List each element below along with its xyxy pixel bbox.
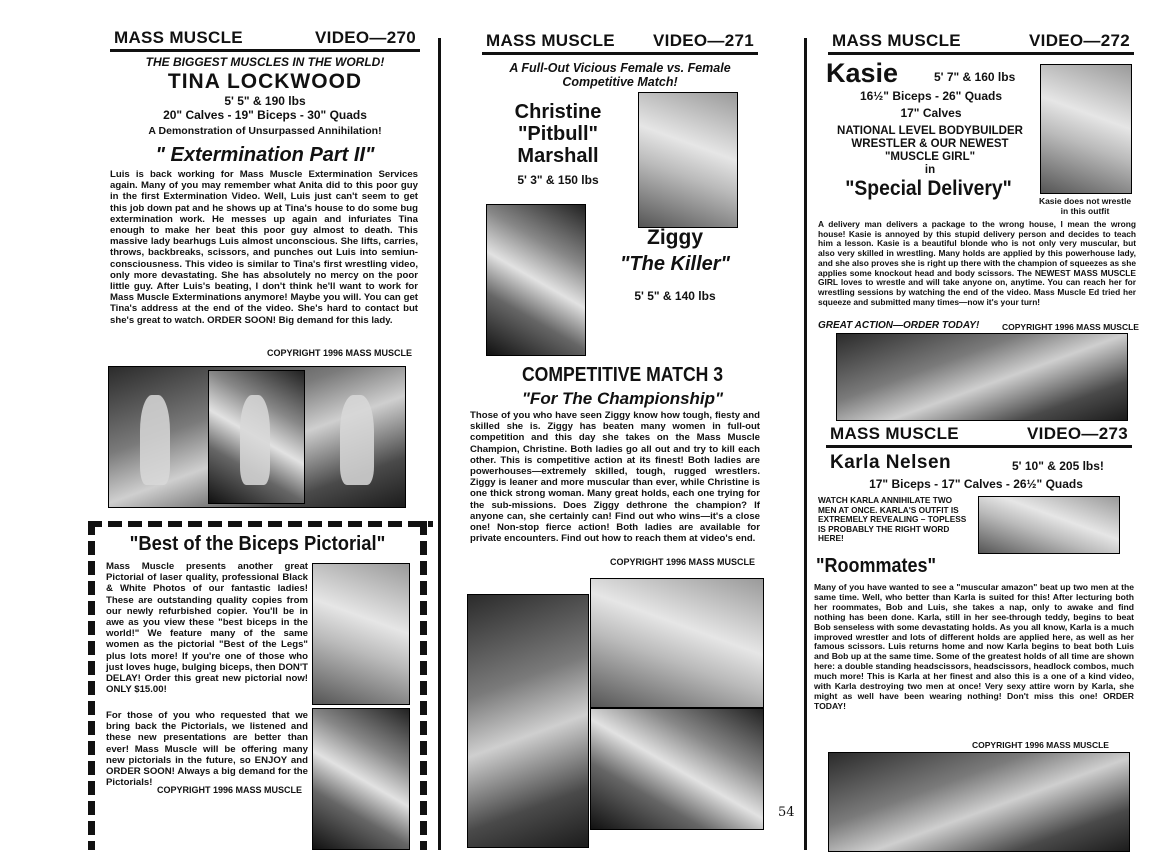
- brand-label: MASS MUSCLE: [486, 31, 615, 50]
- photo-kasie-action: [836, 333, 1128, 421]
- promo-line-3: "MUSCLE GIRL": [884, 151, 976, 163]
- pictorial-title: "Best of the Biceps Pictorial": [129, 533, 386, 555]
- performer-name: Karla Nelsen: [830, 452, 952, 473]
- wrestler-1-nick: "Pitbull": [517, 123, 599, 145]
- promo-line-1: NATIONAL LEVEL BODYBUILDER: [837, 125, 1023, 137]
- match-title: COMPETITIVE MATCH 3: [521, 364, 724, 386]
- match-copyright: COPYRIGHT 1996 MASS MUSCLE: [609, 557, 755, 567]
- brand-label: MASS MUSCLE: [832, 31, 961, 50]
- video-number: VIDEO—270: [315, 28, 416, 47]
- match-description: Those of you who have seen Ziggy know how tough, fiesty and skilled she is. Ziggy has beaten many women in full-out competition and this day she takes on the Mass Muscle Champion, Christine. Both ladies go all out and try to kill each other. This is competitive action at its finest! Both ladies are powerhouses—extremely skilled, tough, rugged wrestlers. Ziggy is leaner and more muscular than ever, while Christine is one thick strong woman. Many great holds, each one trying for the sub-missions. Does Ziggy dethrone the champion? If anyone can, she certainly can! Find out who wins—it's a close one! Non-stop fierce action! Both ladies are available for private encounters. Find out how to reach them at video's end.: [470, 410, 760, 545]
- photo-match-1: [467, 594, 589, 848]
- photo-kasie: [1040, 64, 1132, 194]
- stats-line-2: 16½" Biceps - 26" Quads: [859, 89, 1003, 103]
- photo-match-2: [590, 578, 764, 708]
- pictorial-body-1: Mass Muscle presents another great Pictorial of laser quality, professional Black & White Photos of our fantastic ladies! These are outstanding quality copies from our newly refurbished copier. You'll be in awe as you view these "best biceps in the world!" We feature many of the same women as the pictorial "Best of the Legs" plus lots more! If you're one of those who just loves huge, bulging biceps, then DON'T DELAY! Order this great new pictorial now! ONLY $15.00!: [106, 561, 308, 696]
- stats-line-1: 5' 7" & 160 lbs: [934, 70, 1016, 84]
- figure-silhouette: [240, 395, 270, 485]
- tagline-1: A Full-Out Vicious Female vs. Female: [509, 61, 731, 75]
- video-272-header: [828, 31, 1134, 55]
- wrestler-2-first: Ziggy: [647, 226, 703, 249]
- pictorial-copyright: COPYRIGHT 1996 MASS MUSCLE: [156, 785, 302, 795]
- promo-line-2: WRESTLER & OUR NEWEST: [851, 138, 1009, 150]
- brand-label: MASS MUSCLE: [830, 424, 959, 443]
- stats-line-2: 17" Biceps - 17" Calves - 26½" Quads: [869, 477, 1083, 491]
- photo-biceps-2: [312, 708, 410, 850]
- video-number: VIDEO—271: [653, 31, 754, 50]
- wrestler-2-stats: 5' 5" & 140 lbs: [634, 289, 716, 303]
- stats-line-1: 5' 10" & 205 lbs!: [1012, 459, 1104, 473]
- copyright: COPYRIGHT 1996 MASS MUSCLE: [266, 348, 412, 358]
- pictorial-border-left: [88, 521, 95, 850]
- photo-karla: [978, 496, 1120, 554]
- stats-line-3: 17" Calves: [900, 106, 962, 120]
- pictorial-border-right: [420, 521, 427, 850]
- pictorial-body-2: For those of you who requested that we bring back the Pictorials, we listened and these new presentations are better than ever! Mass Muscle will be offering many new pictorials in the future, so ENJOY and ORDER SOON! Always a big demand for the Pictorials!: [106, 710, 308, 789]
- video-title: "Special Delivery": [845, 177, 1012, 200]
- photo-biceps-1: [312, 563, 410, 705]
- photo-match-3: [590, 708, 764, 830]
- order-callout: GREAT ACTION—ORDER TODAY!: [818, 320, 980, 331]
- column-divider: [804, 38, 807, 850]
- stats-line-1: 5' 5" & 190 lbs: [224, 94, 306, 108]
- figure-silhouette: [340, 395, 374, 485]
- promo-line-4: in: [924, 164, 936, 176]
- photo-karla-action: [828, 752, 1130, 852]
- video-title: "Roommates": [816, 555, 937, 577]
- wrestler-1-last: Marshall: [517, 145, 599, 167]
- page-number: 54: [778, 805, 795, 820]
- wrestler-2-nick: "The Killer": [619, 253, 731, 275]
- kasie-copyright: COPYRIGHT 1996 MASS MUSCLE: [1002, 322, 1139, 332]
- video-number: VIDEO—273: [1027, 424, 1128, 443]
- video-270-header: [110, 28, 420, 52]
- tagline: THE BIGGEST MUSCLES IN THE WORLD!: [145, 55, 385, 69]
- video-273-header: [826, 424, 1132, 448]
- kasie-description: A delivery man delivers a package to the wrong house, I mean the wrong house! Kasie is annoyed by this stupid delivery person and decides to teach him a lesson. Kasie is a beautiful blonde who is not only very muscular, but also very skilled in wrestling. Many holds are applied by this powerhouse lady, and she also proves she is right up there with the champion of squeezes as she applies some knockout head and body scissors. The NEWEST MASS MUSCLE GIRL loves to wrestle and will take anyone on, anytime. You can reach her for wrestling sessions by watching the end of the video. Mass Muscle Ed tried her squeeze and submitted many times—now it's your turn!: [818, 219, 1136, 307]
- promo-text: WATCH KARLA ANNIHILATE TWO MEN AT ONCE. KARLA'S OUTFIT IS EXTREMELY REVEALING – TOPLESS IS PROBABLY THE RIGHT WORD HERE!: [818, 495, 967, 543]
- video-number: VIDEO—272: [1029, 31, 1130, 50]
- photo-caption-2: in this outfit: [1060, 206, 1110, 216]
- tagline-2: Competitive Match!: [562, 75, 678, 89]
- karla-copyright: COPYRIGHT 1996 MASS MUSCLE: [972, 740, 1109, 750]
- description: Luis is back working for Mass Muscle Extermination Services again. Many of you may remember what Anita did to this poor guy in the first Extermination Video. Well, Luis just can't seem to get this job down pat and he shows up at Tina's house to do some bug extermination work. He messes up again and infuriates Tina enough to make her beat this poor guy almost to death. This massive lady bearhugs Luis almost unconscious. She lifts, carries, throws, backbreaks, scissors, and punches out Luis into semiun-consciousness. This video is similar to Tina's first wrestling video, only more devastating. She has absolutely no mercy on the poor little guy. After Luis's beating, I don't think he'll want to work for Mass Muscle Exterminations anymore! Maybe you will. You can get Tina's address at the end of the video. She's hard to contact but she's great to watch. ORDER SOON! Big demand for this lady.: [110, 169, 418, 326]
- pictorial-border-top: [88, 521, 433, 527]
- video-title: " Extermination Part II": [155, 144, 375, 166]
- stats-line-2: 20" Calves - 19" Biceps - 30" Quads: [163, 108, 367, 122]
- figure-silhouette: [140, 395, 170, 485]
- photo-caption-1: Kasie does not wrestle: [1038, 196, 1132, 206]
- subtitle: A Demonstration of Unsurpassed Annihilation!: [148, 125, 382, 137]
- wrestler-1-stats: 5' 3" & 150 lbs: [517, 173, 599, 187]
- brand-label: MASS MUSCLE: [114, 28, 243, 47]
- performer-name: TINA LOCKWOOD: [167, 70, 363, 93]
- match-subtitle: "For The Championship": [521, 389, 724, 408]
- photo-christine: [638, 92, 738, 228]
- column-divider: [438, 38, 441, 850]
- karla-description: Many of you have wanted to see a "muscular amazon" beat up two men at the same time. Well, who better than Karla is suited for this! After lecturing both her roommates, Bob and Luis, she takes a nap, only to awake and find nothing has been done. Karla, still in her see-through teddy, begins to beat Bob senseless with some devastating holds. As you all know, Karla is a much improved wrestler and lots of different holds are applied here, as well as her famous scissors. Luis returns home and now Karla begins to beat both Luis and Bob up at the same time. Some of the greatest holds of all time are shown here: a double standing headscissors, headscissors, headlock combos, much much more! This is Karla at her finest and also this is a one of a kind video, with Karla destroying two men at once! Very sexy attire worn by Karla, she might as well have been wearing nothing! Don't miss this one! ORDER TODAY!: [814, 582, 1134, 711]
- performer-name: Kasie: [826, 58, 899, 88]
- photo-ziggy: [486, 204, 586, 356]
- wrestler-1-first: Christine: [514, 101, 602, 123]
- video-271-header: [482, 31, 758, 55]
